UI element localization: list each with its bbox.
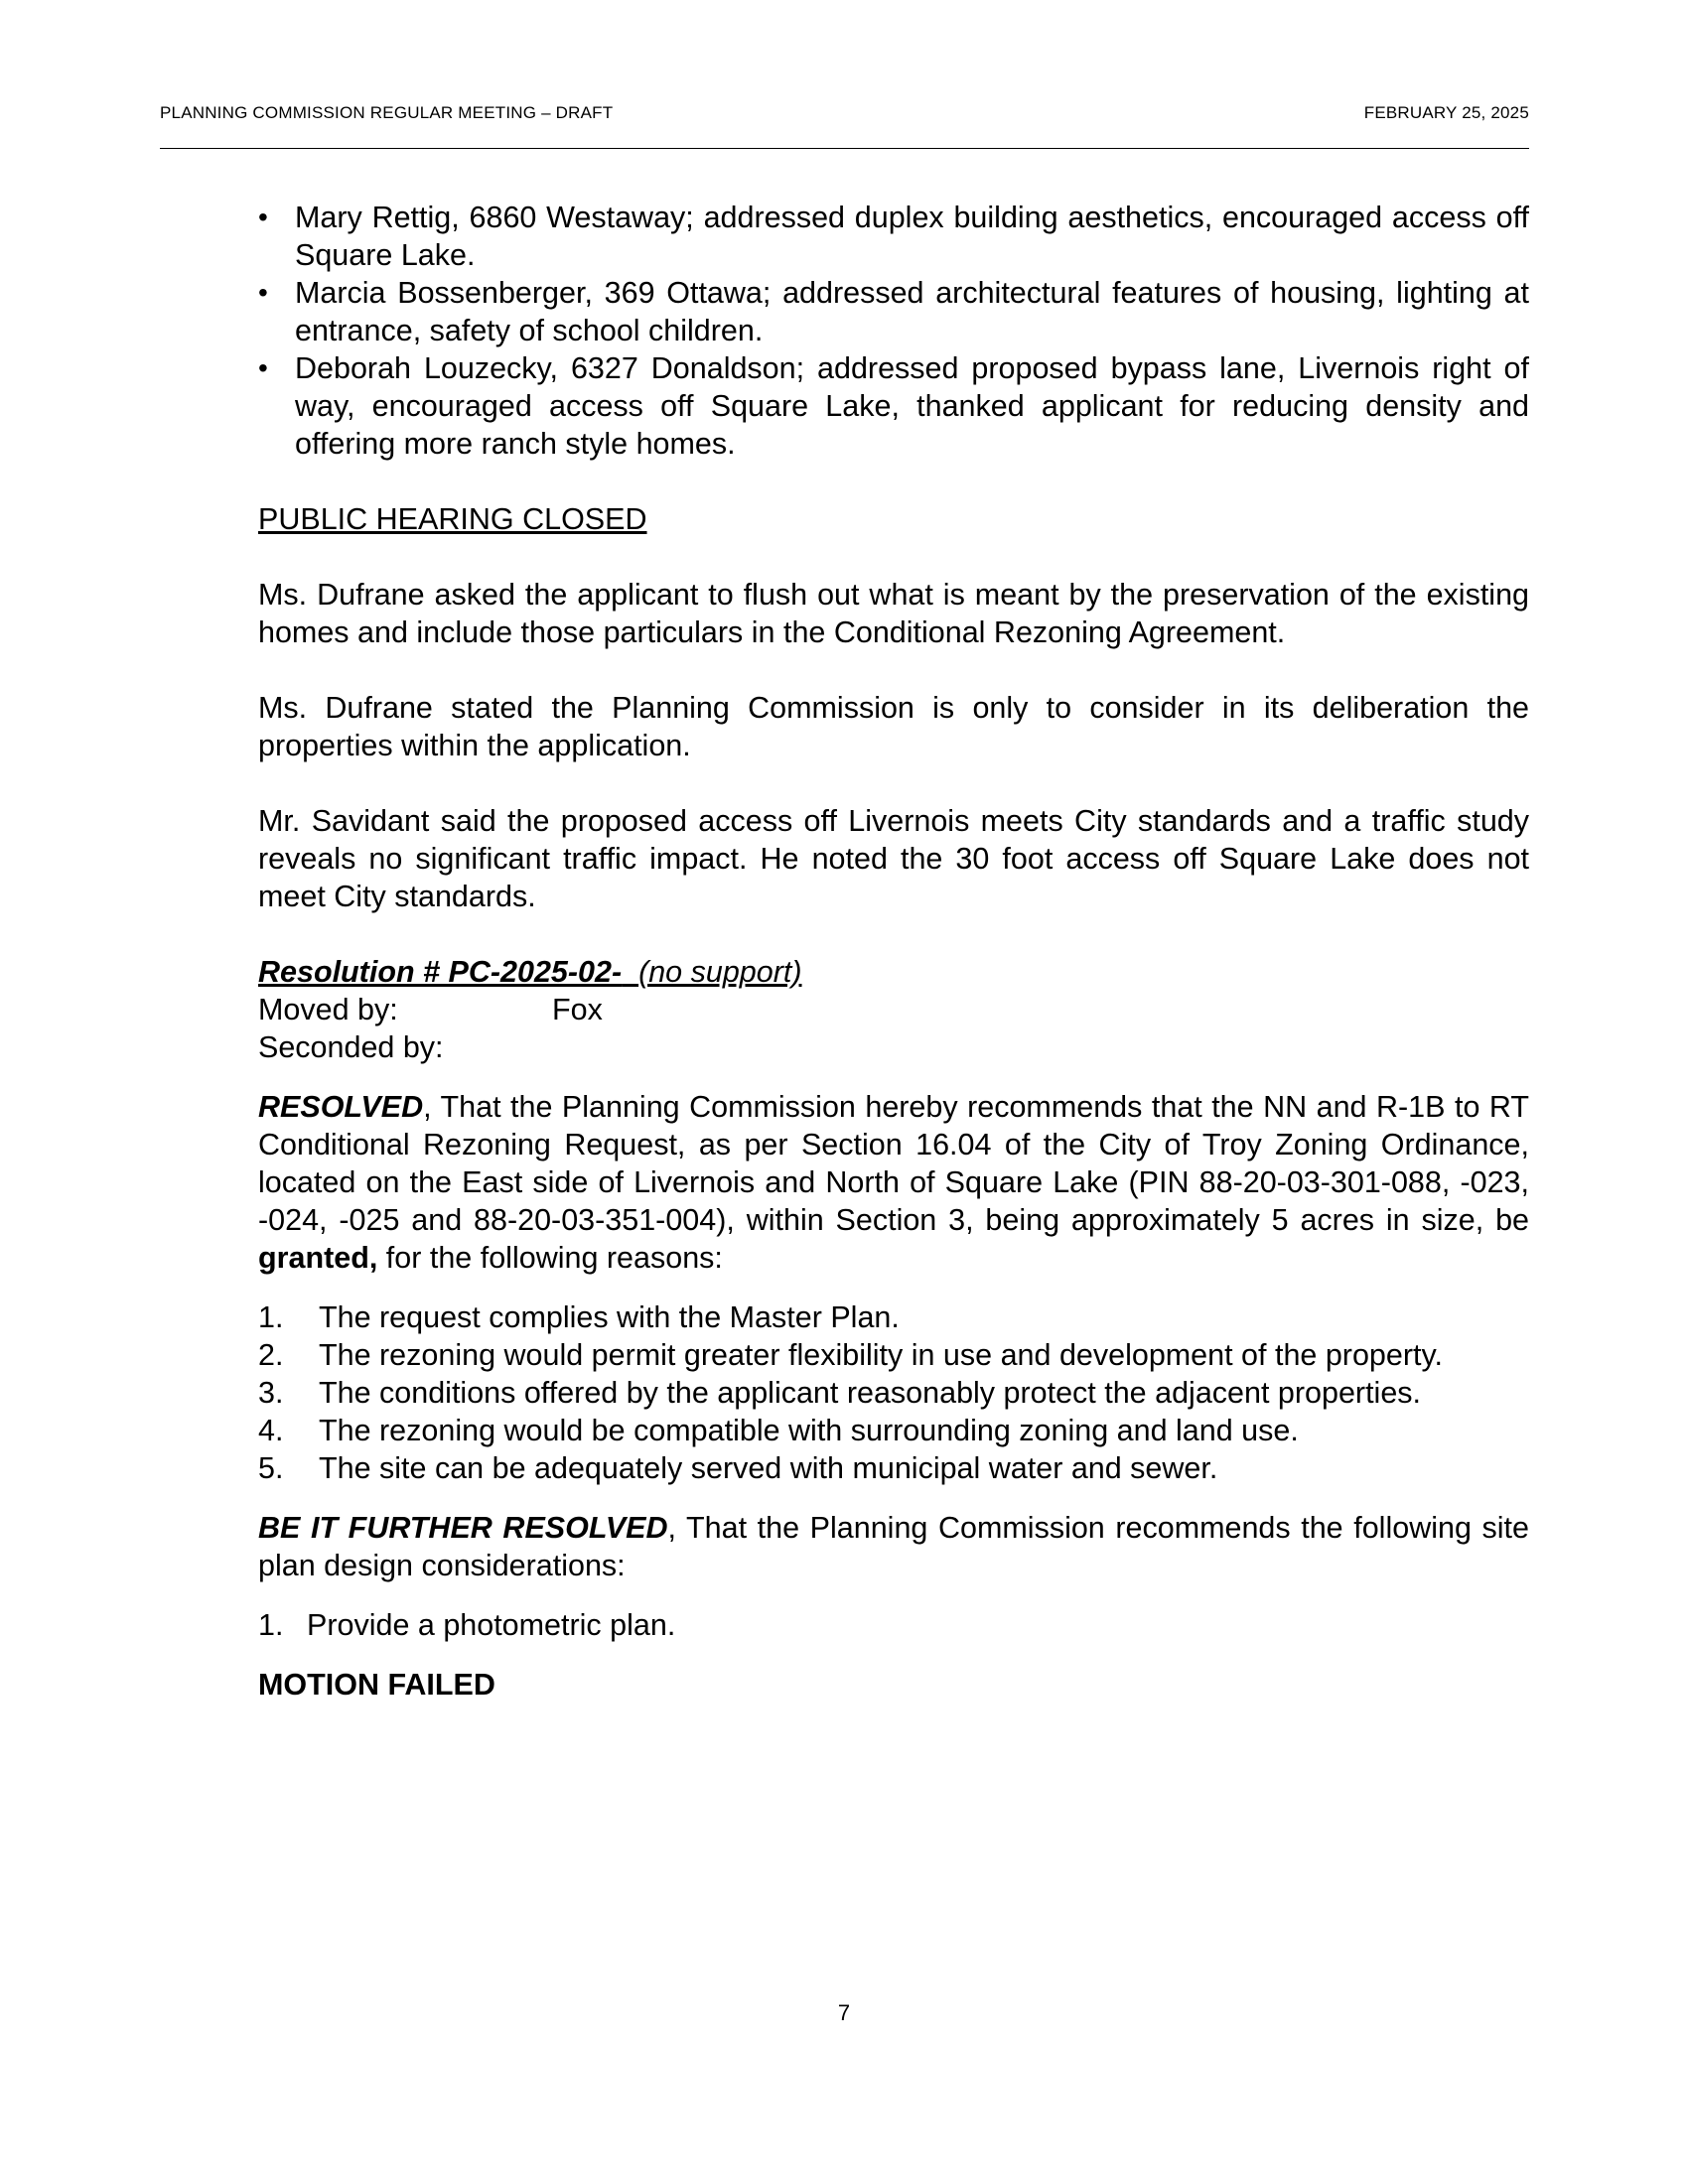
list-item (258, 1412, 1529, 1449)
reasons-list (258, 1298, 1529, 1487)
paragraph-dufrane-2: Ms. Dufrane stated the Planning Commission is only to consider in its deliberation the properties within the application. (258, 691, 1529, 762)
list-item (258, 1298, 1529, 1336)
list-number: 2. (258, 1338, 284, 1372)
list-number: 1. (258, 1608, 284, 1642)
considerations-list (258, 1606, 1529, 1644)
further-resolved-lead: BE IT FURTHER RESOLVED (258, 1511, 668, 1545)
list-item (258, 1336, 1529, 1374)
list-text: Provide a photometric plan. (307, 1608, 676, 1642)
header-title: PLANNING COMMISSION REGULAR MEETING – DRAFT (160, 103, 614, 122)
resolution-heading (258, 953, 1529, 991)
page-number: 7 (837, 2000, 851, 2025)
public-comment-list (258, 199, 1529, 463)
list-text: The conditions offered by the applicant reasonably protect the adjacent properties. (319, 1376, 1422, 1410)
header-date: FEBRUARY 25, 2025 (1363, 103, 1529, 122)
paragraph-savidant: Mr. Savidant said the proposed access off Livernois meets City standards and a traffic study reveals no significant traffic impact. He noted the 30 foot access off Square Lake does not meet City standards. (258, 804, 1529, 913)
further-resolved-text: , That the Planning Commission recommends the following site plan design considerations: (258, 1511, 1529, 1582)
seconded-by-row (258, 1028, 1529, 1066)
list-item (258, 1606, 1529, 1644)
list-number: 1. (258, 1300, 284, 1334)
list-item (258, 1374, 1529, 1412)
moved-by-row (258, 991, 1529, 1028)
document-body (258, 199, 1529, 1704)
resolution-number: Resolution # PC-2025-02- (258, 955, 623, 989)
header-rule (160, 148, 1529, 149)
list-item: • Mary Rettig, 6860 Westaway; addressed duplex building aesthetics, encouraged access off Square Lake. (258, 199, 1529, 274)
list-item: • Deborah Louzecky, 6327 Donaldson; addressed proposed bypass lane, Livernois right of way, encouraged access off Square Lake, thanked applicant for reducing density and offering more ranch style homes. (258, 349, 1529, 463)
resolved-granted: granted, (258, 1241, 378, 1275)
public-hearing-closed-heading: PUBLIC HEARING CLOSED (258, 502, 647, 536)
list-text: The rezoning would be compatible with surrounding zoning and land use. (319, 1414, 1299, 1447)
list-number: 3. (258, 1376, 284, 1410)
moved-by-value: Fox (552, 993, 603, 1026)
list-item: • Marcia Bossenberger, 369 Ottawa; addressed architectural features of housing, lighting at entrance, safety of school children. (258, 274, 1529, 349)
list-text: The request complies with the Master Plan. (319, 1300, 900, 1334)
list-item (258, 1449, 1529, 1487)
further-resolved-paragraph (258, 1509, 1529, 1584)
list-text: The rezoning would permit greater flexibility in use and development of the property. (319, 1338, 1443, 1372)
seconded-by-label: Seconded by: (258, 1030, 444, 1064)
resolved-text: , That the Planning Commission hereby recommends that the NN and R-1B to RT Conditional Rezoning Request, as per Section 16.04 of the City of Troy Zoning Ordinance, located on the East side of Livernois and North of Square Lake (PIN 88-20-03-301-088, -023, -024, -025 and 88-20-03-351-004), within Section 3, being approximately 5 acres in size, be (258, 1090, 1529, 1237)
resolved-tail: for the following reasons: (377, 1241, 723, 1275)
list-number: 5. (258, 1451, 284, 1485)
resolved-paragraph (258, 1088, 1529, 1277)
list-text: The site can be adequately served with municipal water and sewer. (319, 1451, 1218, 1485)
resolved-lead: RESOLVED (258, 1090, 424, 1124)
list-number: 4. (258, 1414, 284, 1447)
motion-result: MOTION FAILED (258, 1668, 495, 1702)
moved-by-label: Moved by: (258, 993, 398, 1026)
resolution-note: (no support) (638, 955, 802, 989)
paragraph-dufrane-1: Ms. Dufrane asked the applicant to flush out what is meant by the preservation of the existing homes and include those particulars in the Conditional Rezoning Agreement. (258, 578, 1529, 649)
